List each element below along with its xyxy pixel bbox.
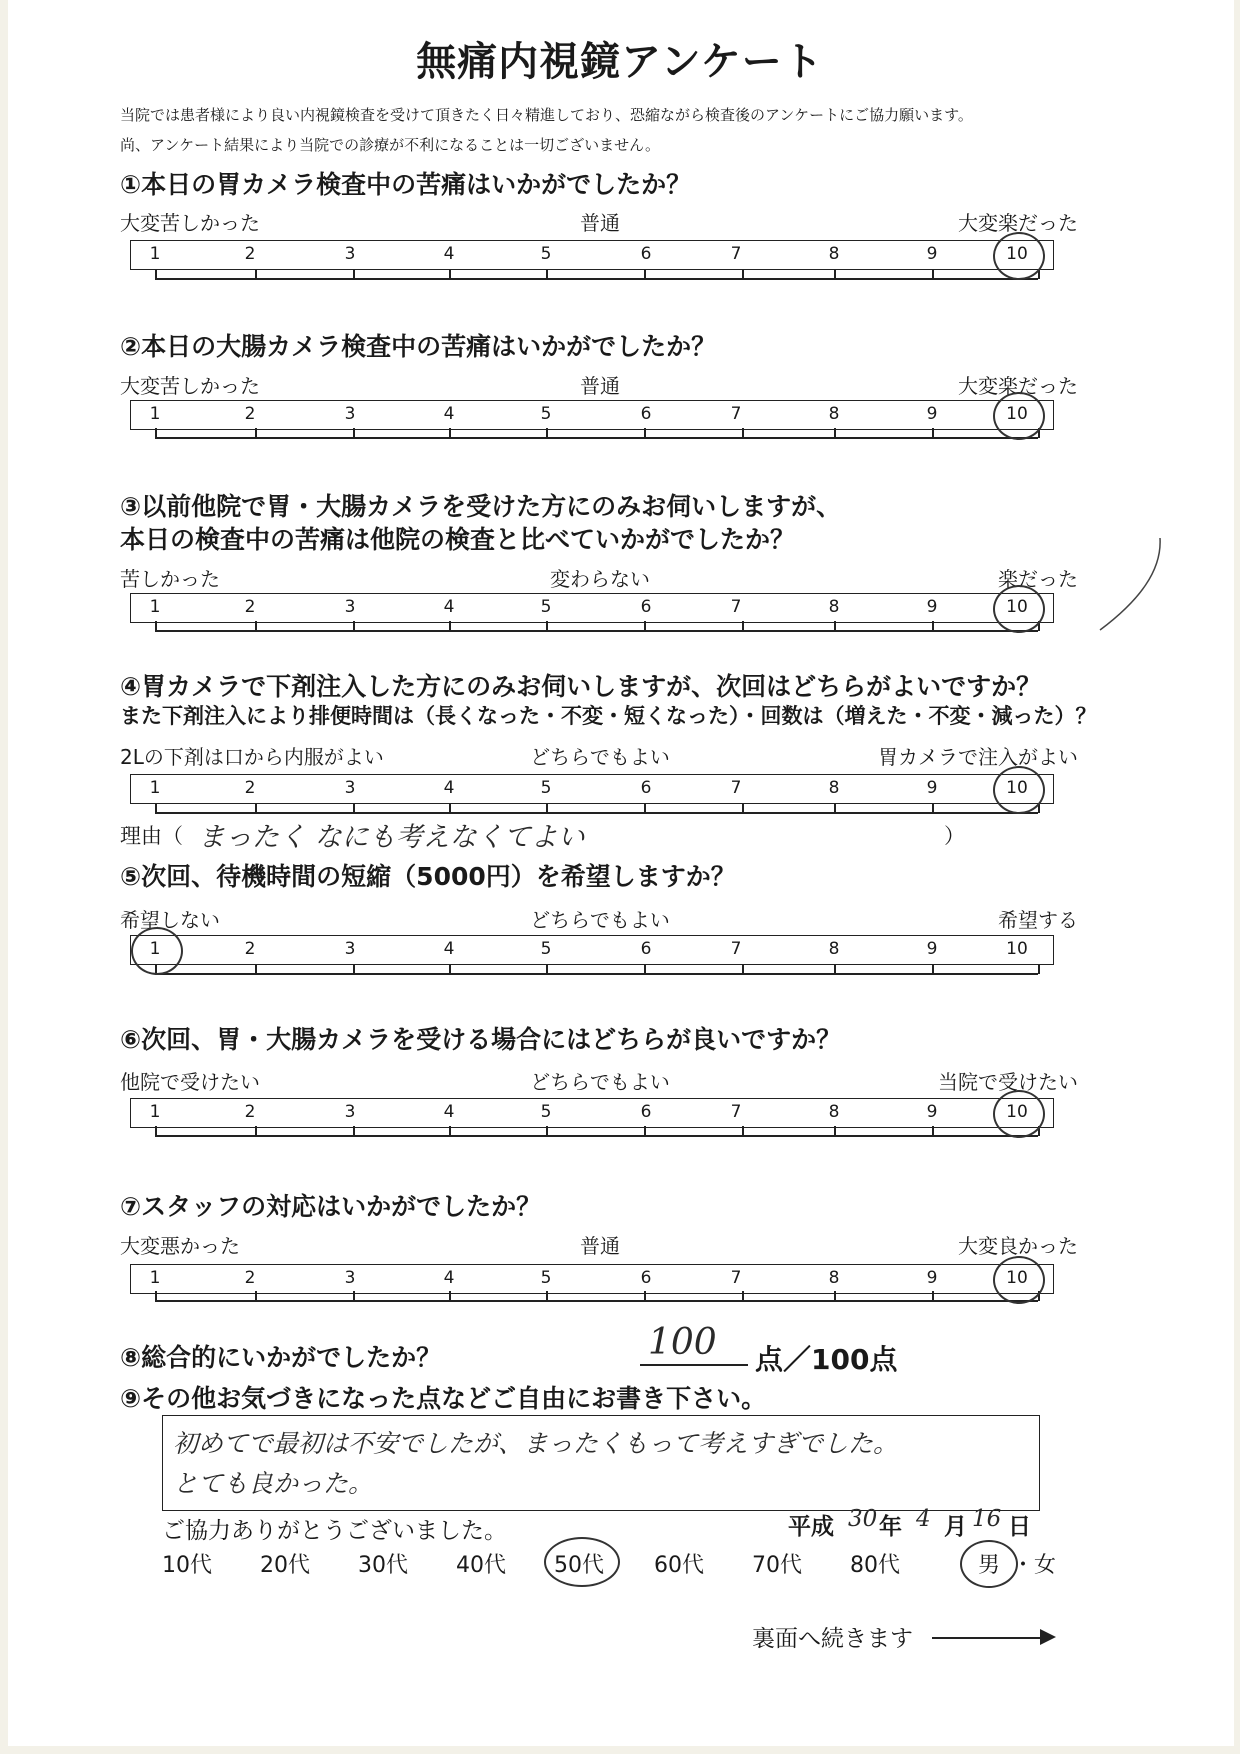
q1-option-5[interactable]: 5: [540, 244, 552, 264]
q4-scale-tick: [449, 803, 451, 813]
q6-option-6[interactable]: 6: [640, 1102, 652, 1122]
q6-scale-tick: [932, 1126, 934, 1136]
q6-option-10[interactable]: 10: [1006, 1102, 1028, 1122]
q1-option-8[interactable]: 8: [828, 244, 840, 264]
q4-scale-tick: [742, 803, 744, 813]
q5-scale-tick: [834, 964, 836, 974]
q5-option-9[interactable]: 9: [926, 939, 938, 959]
q2-text: ②本日の大腸カメラ検査中の苦痛はいかがでしたか？: [120, 332, 717, 361]
q4-scale-tick: [546, 803, 548, 813]
q6-label-left: 他院で受けたい: [120, 1070, 260, 1094]
q6-text: ⑥次回、胃・大腸カメラを受ける場合にはどちらが良いですか？: [120, 1025, 842, 1054]
q1-option-9[interactable]: 9: [926, 244, 938, 264]
q2-option-9[interactable]: 9: [926, 404, 938, 424]
q3-option-2[interactable]: 2: [244, 597, 256, 617]
q5-text: ⑤次回、待機時間の短縮（5000円）を希望しますか？: [120, 862, 736, 891]
q2-scale-tick: [834, 428, 836, 438]
q4-selected-circle: [993, 766, 1045, 814]
q3-scale-tick: [449, 621, 451, 631]
q5-option-6[interactable]: 6: [640, 939, 652, 959]
free-comment-box[interactable]: [162, 1415, 1040, 1511]
q1-text: ①本日の胃カメラ検査中の苦痛はいかがでしたか？: [120, 170, 692, 199]
q5-scale-tick: [449, 964, 451, 974]
q1-scale-tick: [546, 269, 548, 279]
q6-option-2[interactable]: 2: [244, 1102, 256, 1122]
age-option-2[interactable]: 30代: [358, 1553, 408, 1578]
q4-scale-tick: [353, 803, 355, 813]
q1-scale-box: [130, 240, 1054, 270]
q1-selected-circle: [993, 232, 1045, 280]
q5-scale-tick: [546, 964, 548, 974]
q7-scale-axis: [155, 1300, 1038, 1302]
q7-option-3[interactable]: 3: [344, 1268, 356, 1288]
q4-text: ④胃カメラで下剤注入した方にのみお伺いしますが、次回はどちらがよいですか？: [120, 672, 1042, 701]
q7-scale-tick: [449, 1291, 451, 1301]
q3-option-7[interactable]: 7: [730, 597, 742, 617]
q4-option-8[interactable]: 8: [828, 778, 840, 798]
q4-option-2[interactable]: 2: [244, 778, 256, 798]
q1-label-left: 大変苦しかった: [120, 211, 260, 235]
q2-scale-tick: [255, 428, 257, 438]
q4-option-1[interactable]: 1: [149, 778, 161, 798]
age-option-0[interactable]: 10代: [162, 1553, 212, 1578]
q6-option-1[interactable]: 1: [149, 1102, 161, 1122]
q6-scale-axis: [155, 1135, 1038, 1137]
q5-label-mid: どちらでもよい: [530, 908, 670, 932]
q4-option-9[interactable]: 9: [926, 778, 938, 798]
q1-scale-tick: [742, 269, 744, 279]
page-title: 無痛内視鏡アンケート: [416, 39, 824, 85]
q3-option-10[interactable]: 10: [1006, 597, 1028, 617]
q6-scale-tick: [834, 1126, 836, 1136]
q3-scale-box: [130, 593, 1054, 623]
q5-scale-axis: [155, 973, 1038, 975]
q2-option-1[interactable]: 1: [149, 404, 161, 424]
q3-label-right: 楽だった: [998, 567, 1078, 591]
comment-line-1: 初めてで最初は不安でしたが、まったくもって考えすぎでした。: [173, 1429, 899, 1458]
q3-text-2: 本日の検査中の苦痛は他院の検査と比べていかがでしたか？: [120, 525, 796, 554]
q6-label-mid: どちらでもよい: [530, 1070, 670, 1094]
q4-label-left: 2Lの下剤は口から内服がよい: [120, 745, 384, 769]
date-year[interactable]: 30: [848, 1506, 878, 1532]
q2-option-5[interactable]: 5: [540, 404, 552, 424]
reason-label: 理由（: [120, 824, 183, 848]
q2-scale-tick: [644, 428, 646, 438]
q6-scale-tick: [449, 1126, 451, 1136]
reason-answer[interactable]: まったく なにも考えなくてよい: [198, 822, 585, 853]
q2-option-8[interactable]: 8: [828, 404, 840, 424]
q1-scale-tick: [255, 269, 257, 279]
q7-label-mid: 普通: [580, 1234, 620, 1258]
q5-option-4[interactable]: 4: [443, 939, 455, 959]
age-option-7[interactable]: 80代: [850, 1553, 900, 1578]
q3-option-6[interactable]: 6: [640, 597, 652, 617]
q5-scale-tick: [255, 964, 257, 974]
q3-scale-tick: [834, 621, 836, 631]
q4-scale-tick: [834, 803, 836, 813]
q7-option-1[interactable]: 1: [149, 1268, 161, 1288]
q8-text: ⑧総合的にいかがでしたか？: [120, 1343, 442, 1372]
q1-scale-tick: [834, 269, 836, 279]
q3-scale-tick: [932, 621, 934, 631]
q5-label-left: 希望しない: [120, 908, 220, 932]
q1-scale-axis: [155, 278, 1038, 280]
q2-scale-tick: [546, 428, 548, 438]
q2-label-left: 大変苦しかった: [120, 374, 260, 398]
q5-option-8[interactable]: 8: [828, 939, 840, 959]
q8-unit: 点／100点: [755, 1343, 898, 1376]
q4-scale-tick: [155, 803, 157, 813]
continue-text: 裏面へ続きます: [752, 1626, 913, 1652]
age-option-4[interactable]: 50代: [554, 1553, 604, 1578]
q3-scale-tick: [255, 621, 257, 631]
q3-option-4[interactable]: 4: [443, 597, 455, 617]
q2-scale-box: [130, 400, 1054, 430]
q7-selected-circle: [993, 1256, 1045, 1304]
q7-scale-tick: [255, 1291, 257, 1301]
q7-scale-tick: [546, 1291, 548, 1301]
q4-scale-tick: [255, 803, 257, 813]
date-month[interactable]: 4: [916, 1506, 931, 1532]
q1-option-6[interactable]: 6: [640, 244, 652, 264]
q7-scale-tick: [644, 1291, 646, 1301]
q2-scale-tick: [155, 428, 157, 438]
q4-option-10[interactable]: 10: [1006, 778, 1028, 798]
q6-option-4[interactable]: 4: [443, 1102, 455, 1122]
q7-option-9[interactable]: 9: [926, 1268, 938, 1288]
q6-scale-tick: [255, 1126, 257, 1136]
date-day[interactable]: 16: [972, 1506, 1002, 1532]
q7-scale-tick: [932, 1291, 934, 1301]
q4-option-4[interactable]: 4: [443, 778, 455, 798]
q6-scale-box: [130, 1098, 1054, 1128]
q5-option-10[interactable]: 10: [1006, 939, 1028, 959]
q7-scale-tick: [742, 1291, 744, 1301]
q4-label-right: 胃カメラで注入がよい: [878, 745, 1078, 769]
q5-selected-circle: [131, 927, 183, 975]
q4-scale-axis: [155, 812, 1038, 814]
q2-option-2[interactable]: 2: [244, 404, 256, 424]
q6-option-5[interactable]: 5: [540, 1102, 552, 1122]
q1-option-10[interactable]: 10: [1006, 244, 1028, 264]
intro-line-1: 当院では患者様により良い内視鏡検査を受けて頂きたく日々精進しており、恐縮ながら検査後のアンケートにご協力願います。: [120, 106, 973, 124]
q5-option-7[interactable]: 7: [730, 939, 742, 959]
q8-score[interactable]: 100: [648, 1322, 717, 1363]
q7-scale-tick: [834, 1291, 836, 1301]
q5-scale-tick: [644, 964, 646, 974]
q3-text: ③以前他院で胃・大腸カメラを受けた方にのみお伺いしますが、: [120, 492, 842, 521]
age-option-3[interactable]: 40代: [456, 1553, 506, 1578]
q6-scale-tick: [644, 1126, 646, 1136]
q2-scale-axis: [155, 437, 1038, 439]
q4-option-3[interactable]: 3: [344, 778, 356, 798]
q3-scale-tick: [155, 621, 157, 631]
q1-option-2[interactable]: 2: [244, 244, 256, 264]
age-option-6[interactable]: 70代: [752, 1553, 802, 1578]
q7-option-5[interactable]: 5: [540, 1268, 552, 1288]
q4-option-5[interactable]: 5: [540, 778, 552, 798]
q6-scale-tick: [742, 1126, 744, 1136]
gender-male[interactable]: 男: [978, 1553, 1001, 1578]
q4-option-6[interactable]: 6: [640, 778, 652, 798]
q5-scale-tick: [932, 964, 934, 974]
q2-option-7[interactable]: 7: [730, 404, 742, 424]
q1-scale-tick: [353, 269, 355, 279]
comment-line-2: とても良かった。: [173, 1469, 374, 1498]
q6-scale-tick: [155, 1126, 157, 1136]
q1-option-1[interactable]: 1: [149, 244, 161, 264]
intro-line-2: 尚、アンケート結果により当院での診療が不利になることは一切ございません。: [120, 136, 661, 154]
continue-arrow-line: [932, 1637, 1048, 1639]
age-option-1[interactable]: 20代: [260, 1553, 310, 1578]
q5-option-2[interactable]: 2: [244, 939, 256, 959]
q2-scale-tick: [742, 428, 744, 438]
q2-option-4[interactable]: 4: [443, 404, 455, 424]
q7-option-2[interactable]: 2: [244, 1268, 256, 1288]
q3-scale-tick: [644, 621, 646, 631]
gender-female[interactable]: 女: [1034, 1553, 1057, 1578]
q3-scale-tick: [546, 621, 548, 631]
q1-label-right: 大変楽だった: [958, 211, 1078, 235]
q1-option-3[interactable]: 3: [344, 244, 356, 264]
q2-option-6[interactable]: 6: [640, 404, 652, 424]
q6-option-3[interactable]: 3: [344, 1102, 356, 1122]
q6-option-7[interactable]: 7: [730, 1102, 742, 1122]
q6-scale-tick: [353, 1126, 355, 1136]
reason-close: ）: [944, 824, 965, 848]
age-option-5[interactable]: 60代: [654, 1553, 704, 1578]
q1-option-7[interactable]: 7: [730, 244, 742, 264]
q2-label-mid: 普通: [580, 374, 620, 398]
q5-label-right: 希望する: [998, 908, 1078, 932]
q7-option-8[interactable]: 8: [828, 1268, 840, 1288]
q6-selected-circle: [993, 1090, 1045, 1138]
date-day-label: 日: [1008, 1514, 1031, 1540]
q3-option-1[interactable]: 1: [149, 597, 161, 617]
q2-option-10[interactable]: 10: [1006, 404, 1028, 424]
q7-option-6[interactable]: 6: [640, 1268, 652, 1288]
q9-text: ⑨その他お気づきになった点などご自由にお書き下さい。: [120, 1384, 767, 1413]
q4-scale-tick: [932, 803, 934, 813]
q3-option-9[interactable]: 9: [926, 597, 938, 617]
q1-scale-tick: [932, 269, 934, 279]
q5-scale-tick: [742, 964, 744, 974]
q1-scale-tick: [644, 269, 646, 279]
q7-option-10[interactable]: 10: [1006, 1268, 1028, 1288]
q7-label-right: 大変良かった: [958, 1234, 1078, 1258]
q3-label-mid: 変わらない: [550, 567, 650, 591]
date-era: 平成: [788, 1514, 834, 1540]
q3-scale-axis: [155, 630, 1038, 632]
q7-text: ⑦スタッフの対応はいかがでしたか？: [120, 1192, 542, 1221]
q2-scale-tick: [353, 428, 355, 438]
q1-label-mid: 普通: [580, 211, 620, 235]
q5-option-5[interactable]: 5: [540, 939, 552, 959]
q6-option-9[interactable]: 9: [926, 1102, 938, 1122]
q2-option-3[interactable]: 3: [344, 404, 356, 424]
q7-scale-tick: [155, 1291, 157, 1301]
continue-arrow-icon: [1040, 1629, 1056, 1645]
thanks-text: ご協力ありがとうございました。: [162, 1518, 507, 1544]
q3-scale-tick: [353, 621, 355, 631]
q2-selected-circle: [993, 392, 1045, 440]
date-month-label: 月: [944, 1514, 967, 1540]
q5-scale-tick: [1038, 964, 1040, 974]
q8-score-underline: [640, 1364, 748, 1366]
q7-option-4[interactable]: 4: [443, 1268, 455, 1288]
gender-selected-circle: [960, 1540, 1018, 1588]
q4-scale-tick: [644, 803, 646, 813]
q7-scale-tick: [353, 1291, 355, 1301]
q5-scale-box: [130, 935, 1054, 965]
q1-option-4[interactable]: 4: [443, 244, 455, 264]
q3-selected-circle: [993, 585, 1045, 633]
q5-option-3[interactable]: 3: [344, 939, 356, 959]
date-year-label: 年: [879, 1514, 902, 1540]
q5-scale-tick: [353, 964, 355, 974]
q6-option-8[interactable]: 8: [828, 1102, 840, 1122]
q7-option-7[interactable]: 7: [730, 1268, 742, 1288]
q4-scale-box: [130, 774, 1054, 804]
q3-option-5[interactable]: 5: [540, 597, 552, 617]
gender-dot: ・: [1012, 1553, 1035, 1578]
q4-text-2: また下剤注入により排便時間は（長くなった・不変・短くなった）・回数は（増えた・不変・減った）？: [120, 704, 1097, 728]
q3-scale-tick: [742, 621, 744, 631]
q6-scale-tick: [546, 1126, 548, 1136]
q3-label-left: 苦しかった: [120, 567, 220, 591]
q4-option-7[interactable]: 7: [730, 778, 742, 798]
q3-option-8[interactable]: 8: [828, 597, 840, 617]
pen-stroke-mark: [1090, 530, 1170, 640]
q5-option-1[interactable]: 1: [149, 939, 161, 959]
age-selected-circle: [544, 1537, 620, 1587]
q1-scale-tick: [449, 269, 451, 279]
q2-label-right: 大変楽だった: [958, 374, 1078, 398]
q1-scale-tick: [155, 269, 157, 279]
q2-scale-tick: [932, 428, 934, 438]
q7-label-left: 大変悪かった: [120, 1234, 240, 1258]
q2-scale-tick: [449, 428, 451, 438]
q3-option-3[interactable]: 3: [344, 597, 356, 617]
q7-scale-box: [130, 1264, 1054, 1294]
q6-label-right: 当院で受けたい: [938, 1070, 1078, 1094]
q4-label-mid: どちらでもよい: [530, 745, 670, 769]
